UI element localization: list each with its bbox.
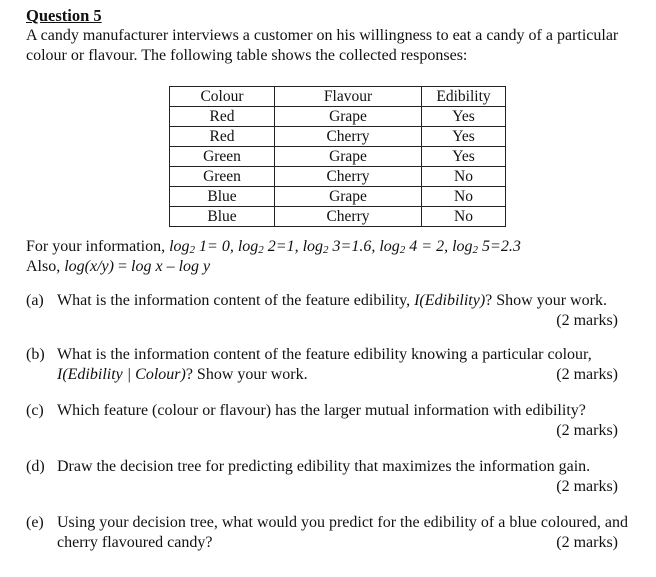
header-edibility: Edibility [422, 87, 506, 107]
part-d-label: (d) [26, 458, 45, 475]
header-flavour: Flavour [275, 87, 422, 107]
part-c-label: (c) [26, 402, 44, 419]
log-base: 2 [258, 244, 264, 256]
question-intro-line-2: colour or flavour. The following table shows the collected responses: [26, 47, 468, 64]
cell-colour: Blue [170, 207, 275, 227]
question-intro-line-1: A candy manufacturer interviews a customer on his willingness to eat a candy of a particular [26, 27, 619, 44]
part-a-text [57, 292, 607, 310]
question-title: Question 5 [26, 6, 102, 25]
part-c-marks: (2 marks) [556, 422, 618, 439]
table-row [170, 167, 506, 187]
part-d-marks: (2 marks) [556, 478, 618, 495]
log-identity-line [26, 258, 210, 276]
log-info-line [26, 238, 521, 256]
identity-equals: = [113, 258, 132, 275]
table-row [170, 147, 506, 167]
part-b-marks: (2 marks) [556, 366, 618, 383]
cell-colour: Green [170, 147, 275, 167]
cell-edibility: No [422, 187, 506, 207]
cell-edibility: Yes [422, 107, 506, 127]
cell-colour: Blue [170, 187, 275, 207]
header-colour: Colour [170, 87, 275, 107]
cell-flavour: Grape [275, 187, 422, 207]
cell-edibility: No [422, 207, 506, 227]
part-e-text-line-1: Using your decision tree, what would you predict for the edibility of a blue coloured, and [57, 514, 628, 531]
log-lead: log [237, 238, 259, 255]
cell-flavour: Grape [275, 107, 422, 127]
log-term: 3=1.6, [328, 238, 380, 255]
cell-edibility: Yes [422, 127, 506, 147]
log-term: 4 = 2, [405, 238, 453, 255]
cell-colour: Green [170, 167, 275, 187]
table-row [170, 107, 506, 127]
part-d-text: Draw the decision tree for predicting edibility that maximizes the information gain. [57, 458, 591, 475]
cell-edibility: No [422, 167, 506, 187]
part-b-text-italic: I(Edibility | Colour) [57, 366, 186, 383]
part-a-text-italic: I(Edibility) [414, 292, 486, 309]
part-b-label: (b) [26, 346, 45, 363]
log-base: 2 [323, 244, 329, 256]
table-header-row [170, 87, 506, 107]
part-a-label: (a) [26, 292, 44, 309]
log-lead: log [379, 238, 400, 255]
table-row [170, 187, 506, 207]
cell-flavour: Cherry [275, 207, 422, 227]
part-a-text-tail: ? Show your work. [485, 292, 607, 309]
table-row [170, 127, 506, 147]
part-e-text-line-2: cherry flavoured candy? [57, 534, 213, 551]
part-c-text: Which feature (colour or flavour) has the larger mutual information with edibility? [57, 402, 586, 419]
part-e-label: (e) [26, 514, 44, 531]
responses-table [169, 86, 506, 227]
log-term: 1= 0, [195, 238, 238, 255]
log-term: 2=1, [263, 238, 303, 255]
log-base: 2 [472, 244, 479, 256]
cell-edibility: Yes [422, 147, 506, 167]
identity-lhs: log(x/y) [64, 258, 114, 275]
part-a-text-main: What is the information content of the feature edibility, [57, 292, 415, 309]
table-row [170, 207, 506, 227]
log-lead: log [169, 238, 190, 255]
identity-rhs: log x – log y [131, 258, 211, 275]
log-lead: log [452, 238, 473, 255]
cell-flavour: Grape [275, 147, 422, 167]
log-lead: log [302, 238, 324, 255]
part-a-marks: (2 marks) [556, 312, 618, 329]
cell-flavour: Cherry [275, 167, 422, 187]
part-b-text-tail: ? Show your work. [185, 366, 308, 383]
cell-colour: Red [170, 127, 275, 147]
part-b-text-line-2 [57, 366, 308, 384]
log-info-prefix: For your information, [26, 238, 170, 255]
also-prefix: Also, [26, 258, 65, 275]
log-term: 5=2.3 [478, 238, 521, 255]
part-b-text-line-1: What is the information content of the feature edibility knowing a particular colour, [57, 346, 592, 363]
cell-colour: Red [170, 107, 275, 127]
cell-flavour: Cherry [275, 127, 422, 147]
log-base: 2 [189, 244, 196, 256]
part-e-marks: (2 marks) [556, 534, 618, 551]
log-base: 2 [399, 244, 406, 256]
